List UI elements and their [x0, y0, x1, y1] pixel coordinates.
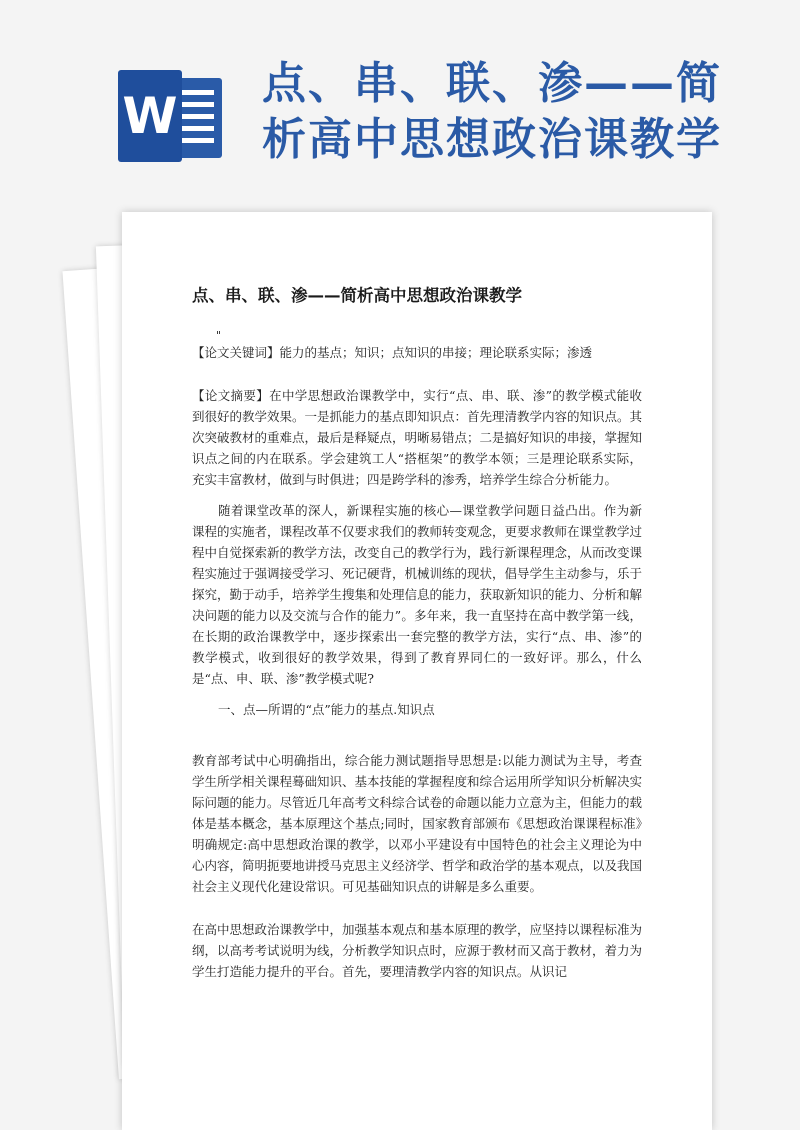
document-page [122, 212, 712, 1130]
section-heading: 一、点—所谓的“点”能力的基点.知识点 [218, 702, 435, 717]
body-paragraph-2: 在高中思想政治课教学中，加强基本观点和基本原理的教学，应坚持以课程标准为纲，以高考考试说明为线，分析教学知识点时，应源于教材而又高于教材，着力为学生打造能力提升的平台。首先，要理清教学内容的知识点。从识记 [192, 922, 643, 979]
banner-title [262, 56, 762, 168]
stray-quote-mark: " [216, 329, 222, 342]
banner-title-line1: 点、串、联、渗——简 [262, 58, 722, 109]
intro-paragraph: 随着课堂改革的深人，新课程实施的核心—课堂教学问题日益凸出。作为新课程的实施者，课程改革不仅要求我们的教师转变观念，更要求教师在课堂教学过程中自觉探索新的教学方法，改变自己的教学行为，践行新课程理念，从而改变课程实施过于强调接受学习、死记硬背，机械训练的现状，倡导学生主动参与，乐于探究，勤于动手，培养学生搜集和处理信息的能力，获取新知识的能力、分析和解决问题的能力以及交流与合作的能力”。多年来，我一直坚持在高中教学第一线，在长期的政治课教学中，逐步探索出一套完整的教学方法，实行“点、串、渗”的教学模式，收到很好的教学效果，得到了教育界同仁的一致好评。那么，什么是“点、申、联、渗”教学模式呢? [192, 503, 643, 686]
body-paragraph-1: 教育部考试中心明确指出，综合能力测试题指导思想是:以能力测试为主导，考查学生所学相关课程蓦础知识、基本技能的掌握程度和综合运用所学知识分析解决实际问题的能力。尽管近几年高考文科综合试卷的命题以能力立意为主，但能力的载体是基本概念，基本原理这个基点;同时，国家教育部颁布《思想政治课课程标准》明确规定:高中思想政治课的教学，以邓小平建设有中国特色的社会主义理论为中心内容，简明扼要地讲授马克思主义经济学、哲学和政治学的基本观点，以及我国社会主义现代化建设常识。可见基础知识点的讲解是多么重要。 [192, 753, 643, 894]
document-body [192, 282, 642, 992]
banner-title-line2: 析高中思想政治课教学 [262, 114, 722, 165]
word-letter: W [118, 70, 182, 162]
header-banner [0, 0, 800, 230]
abstract-paragraph: 【论文摘要】在中学思想政治课教学中，实行“点、串、联、渗”的教学模式能收到很好的教学效果。一是抓能力的基点即知识点：首先理清教学内容的知识点。其次突破教材的重难点，最后是释疑点，明晰易错点；二是搞好知识的串接，掌握知识点之间的内在联系。学会建筑工人“搭框架”的教学本领；三是理论联系实际，充实丰富教材，做到与时俱进；四是跨学科的渗秀，培养学生综合分析能力。 [192, 388, 643, 487]
word-document-icon [118, 70, 224, 162]
document-title: 点、串、联、渗——简析高中思想政治课教学 [192, 286, 522, 305]
keywords-line: 【论文关键词】能力的基点；知识；点知识的串接；理论联系实际；渗透 [192, 345, 593, 360]
